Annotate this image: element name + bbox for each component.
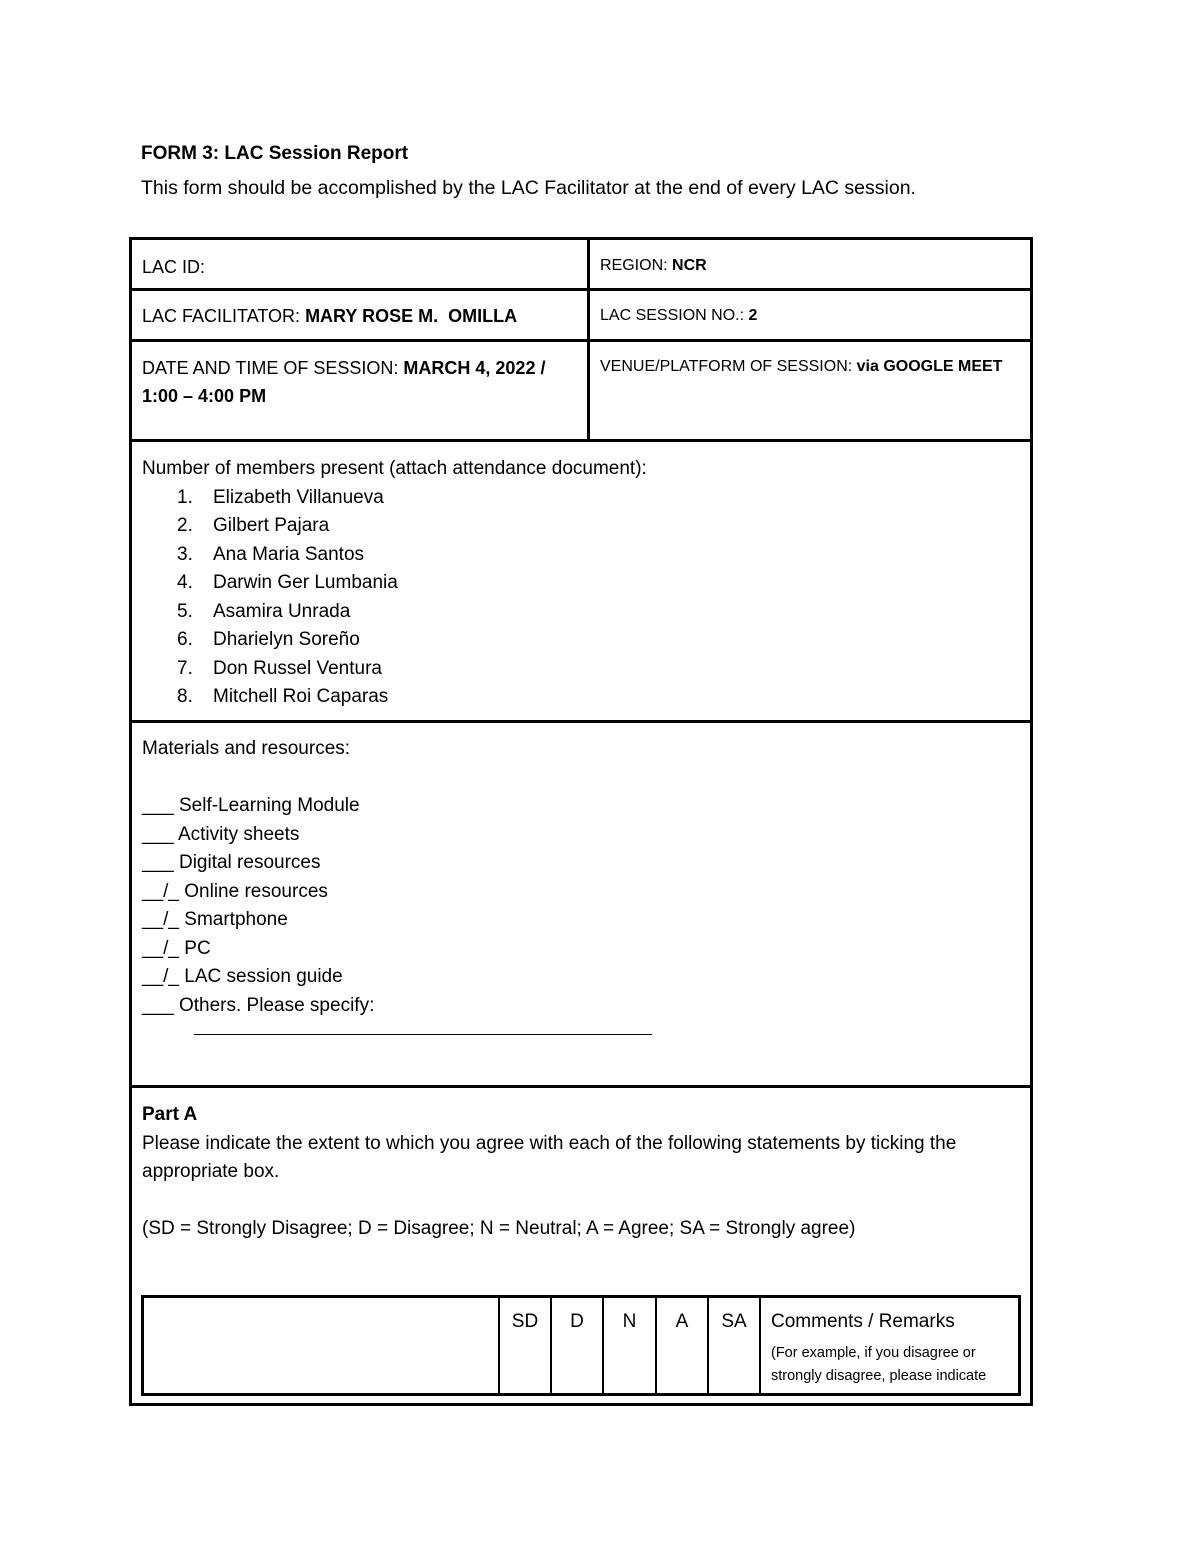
- lac-id-label: LAC ID:: [142, 257, 206, 277]
- region-label: REGION:: [600, 257, 668, 274]
- materials-section: [142, 735, 374, 1020]
- material-item: ___ Others. Please specify:: [142, 994, 375, 1016]
- members-heading: Number of members present (attach attendance document):: [142, 458, 647, 479]
- members-list: [142, 484, 647, 712]
- rating-legend: (SD = Strongly Disagree; D = Disagree; N = Neutral; A = Agree; SA = Strongly agree): [142, 1218, 856, 1239]
- row-divider: [132, 720, 1030, 723]
- session-no-field: [600, 303, 757, 328]
- column-header-sa: SA: [721, 1311, 747, 1332]
- member-item: 6. Dharielyn Soreño: [177, 629, 360, 650]
- part-a-heading: Part A: [142, 1104, 198, 1125]
- facilitator-value: MARY ROSE M. OMILLA: [305, 306, 518, 326]
- column-header-a: A: [675, 1311, 689, 1332]
- column-header-n: N: [622, 1311, 637, 1332]
- part-a-section: [142, 1101, 1002, 1244]
- region-field: [600, 253, 707, 278]
- material-item-checked: __/_ LAC session guide: [142, 966, 343, 987]
- region-value: NCR: [672, 257, 707, 274]
- column-divider: [759, 1298, 761, 1393]
- comments-note: (For example, if you disagree or strongly disagree, please indicate: [771, 1345, 987, 1384]
- material-item: ___ Self-Learning Module: [142, 795, 360, 816]
- date-time-label: DATE AND TIME OF SESSION:: [142, 358, 399, 378]
- row-divider: [132, 439, 1030, 442]
- venue-value: via GOOGLE MEET: [856, 358, 1003, 375]
- form-title: FORM 3: LAC Session Report: [141, 143, 409, 164]
- material-item-checked: __/_ Online resources: [142, 880, 328, 902]
- member-item: 3. Ana Maria Santos: [177, 543, 365, 565]
- date-time-field: [142, 354, 562, 410]
- facilitator-field: [142, 303, 517, 329]
- material-item: ___ Digital resources: [142, 852, 321, 873]
- comments-header: Comments / Remarks: [771, 1311, 955, 1332]
- date-time-value: MARCH 4, 2022 / 1:00 – 4:00 PM: [142, 358, 546, 406]
- facilitator-label: LAC FACILITATOR:: [142, 306, 301, 326]
- material-item-checked: __/_ PC: [142, 937, 211, 959]
- column-divider: [587, 240, 590, 441]
- session-no-value: 2: [748, 307, 758, 324]
- rating-table: [141, 1295, 1021, 1396]
- column-header-d: D: [570, 1311, 584, 1332]
- row-divider: [132, 288, 1030, 291]
- materials-heading: Materials and resources:: [142, 738, 351, 759]
- column-header-sd: SD: [511, 1311, 539, 1332]
- material-item-checked: __/_ Smartphone: [142, 909, 288, 930]
- member-item: 7. Don Russel Ventura: [177, 657, 382, 679]
- member-item: 2. Gilbert Pajara: [177, 515, 330, 536]
- form-instructions: This form should be accomplished by the LAC Facilitator at the end of every LAC session.: [141, 177, 916, 199]
- part-a-instruction: Please indicate the extent to which you agree with each of the following statements by ticking the appropriate box.: [142, 1132, 957, 1182]
- material-item: ___ Activity sheets: [142, 823, 300, 845]
- member-item: 8. Mitchell Roi Caparas: [177, 686, 389, 707]
- lac-id-field: [142, 254, 205, 280]
- members-section: [142, 455, 647, 712]
- specify-blank-line: [194, 1034, 652, 1035]
- report-table: [129, 237, 1033, 1406]
- member-item: 1. Elizabeth Villanueva: [177, 486, 384, 508]
- venue-field: [600, 354, 1020, 379]
- member-item: 5. Asamira Unrada: [177, 600, 351, 622]
- row-divider: [132, 1085, 1030, 1088]
- member-item: 4. Darwin Ger Lumbania: [177, 572, 398, 593]
- session-no-label: LAC SESSION NO.:: [600, 307, 745, 324]
- row-divider: [132, 339, 1030, 342]
- venue-label: VENUE/PLATFORM OF SESSION:: [600, 358, 853, 375]
